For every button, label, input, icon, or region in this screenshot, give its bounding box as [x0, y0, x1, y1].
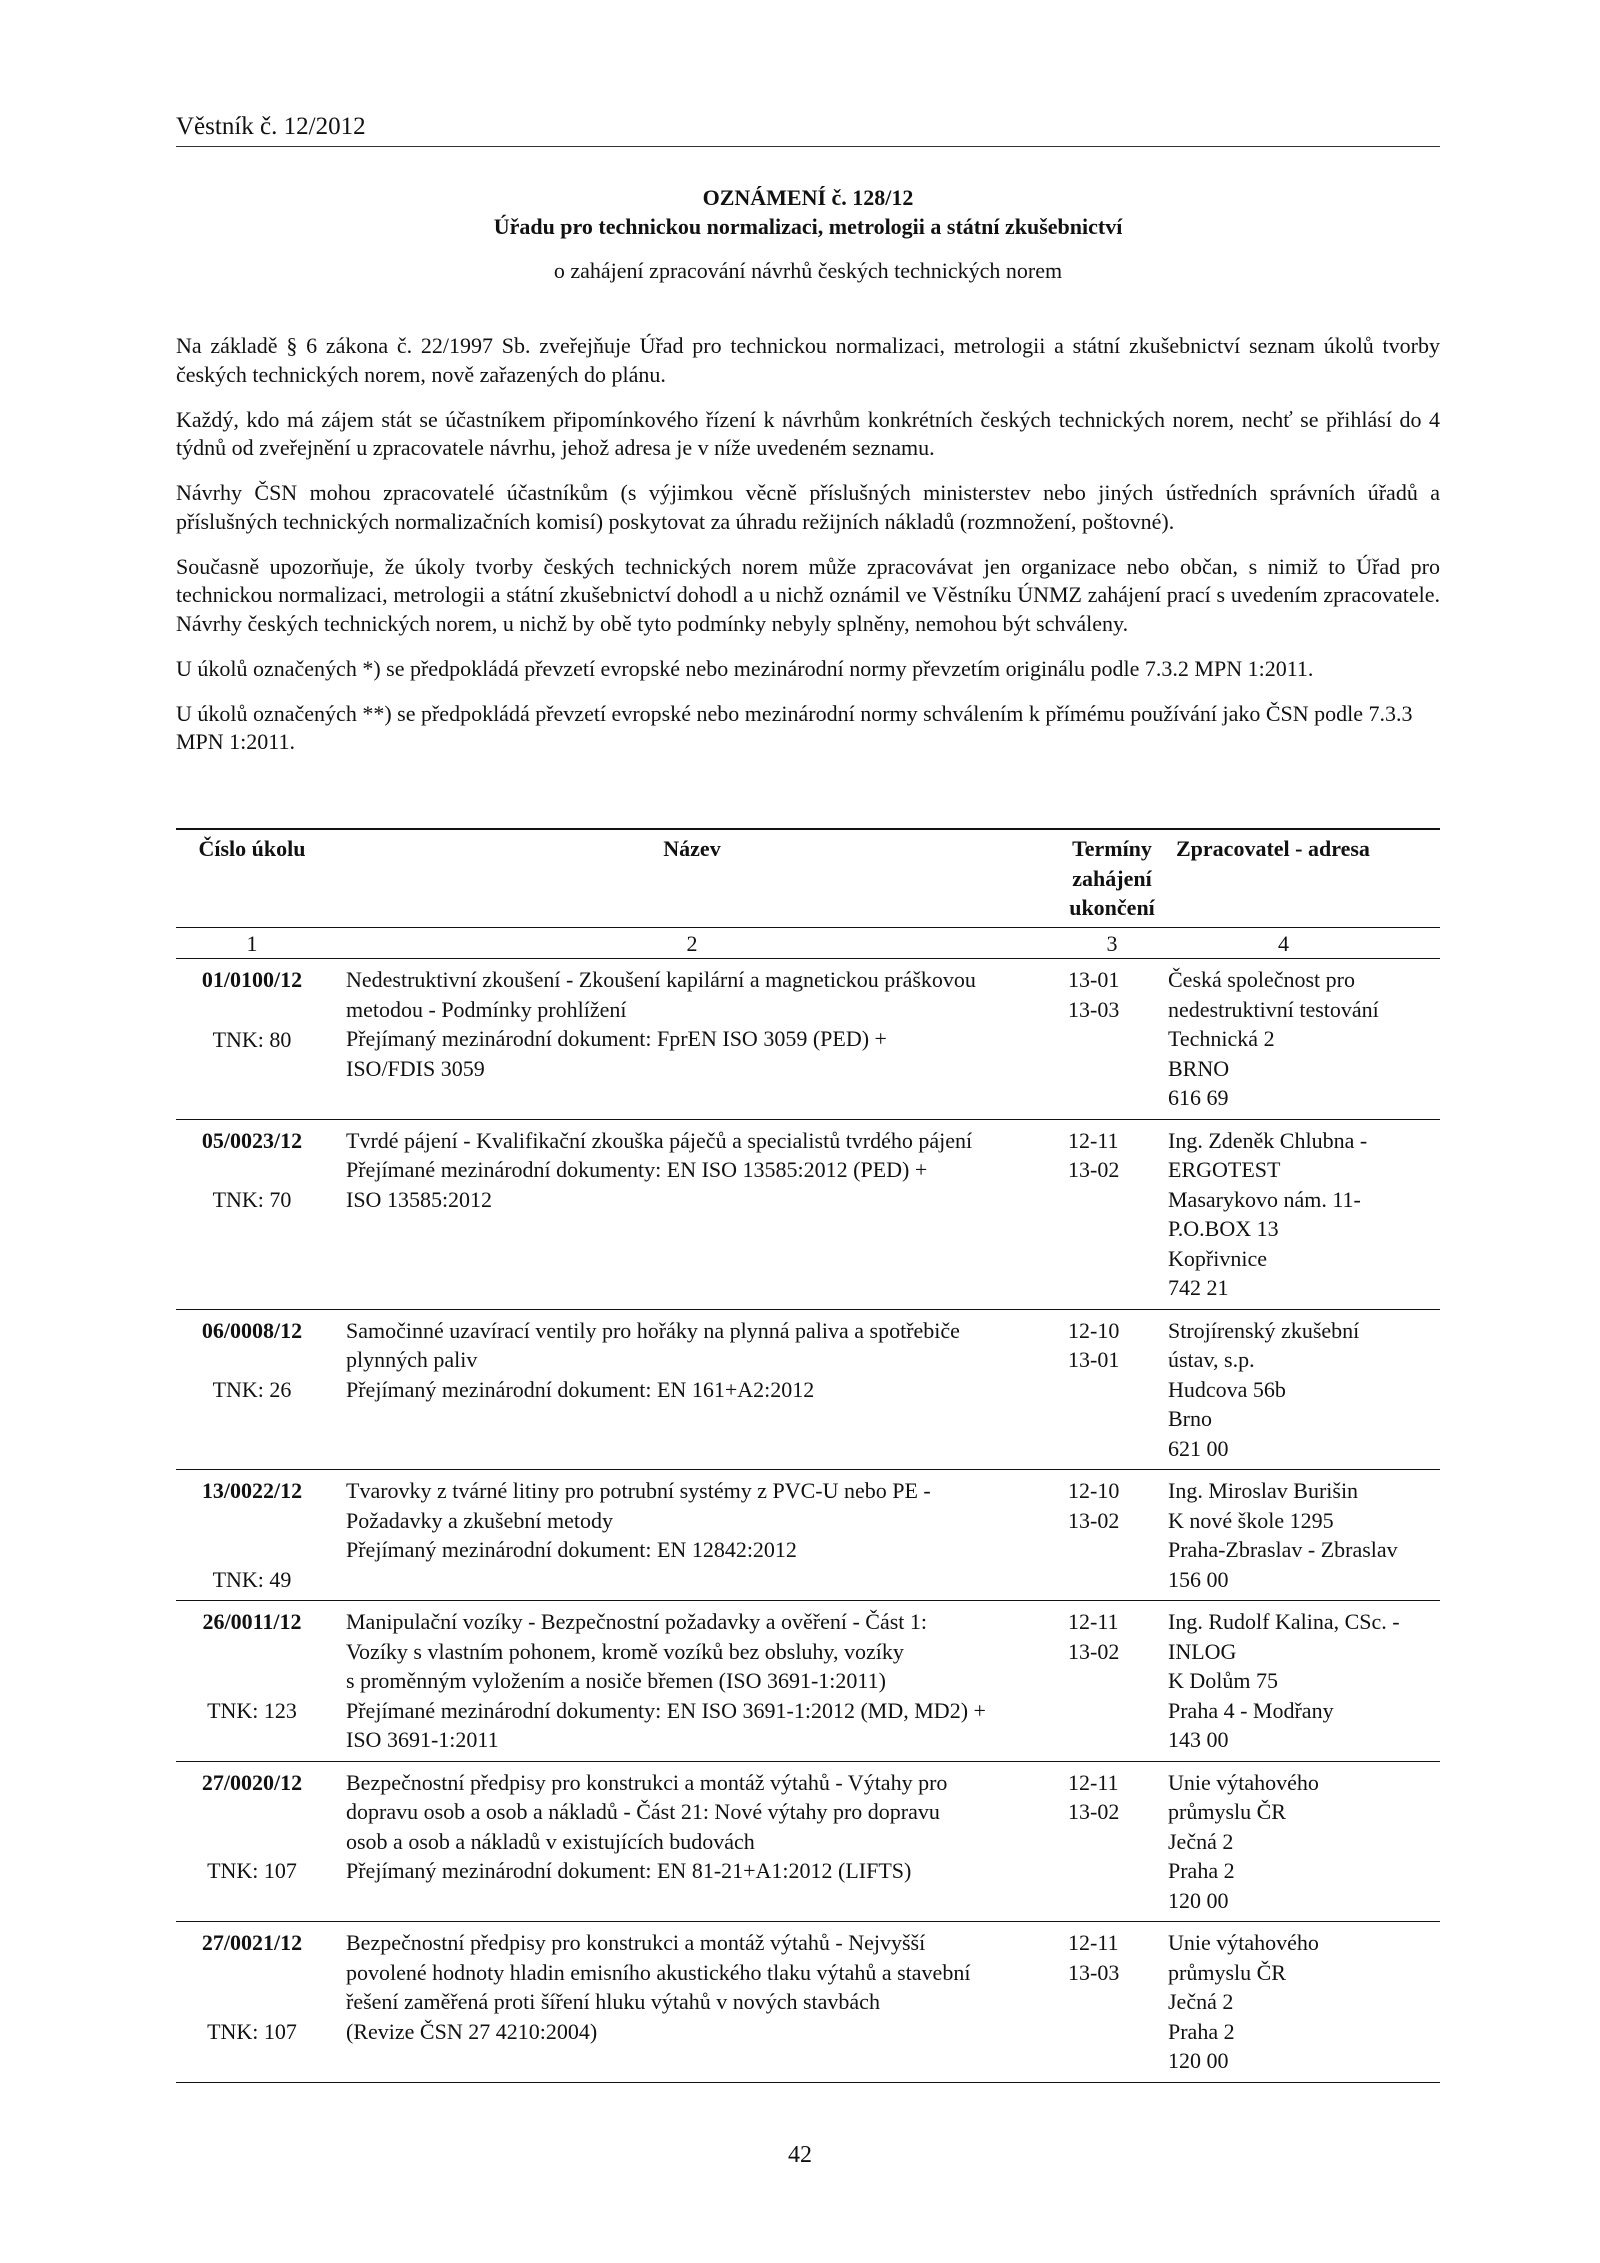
task-terms-cell: [1056, 1761, 1168, 1922]
journal-header: [176, 112, 1440, 147]
paragraph-note-single-star: U úkolů označených *) se předpokládá převzetí evropské nebo mezinárodní normy převzetím originálu podle 7.3.2 MPN 1:2011.: [176, 655, 1314, 681]
task-name-cell: [328, 1119, 1056, 1309]
page-number: 42: [788, 2142, 812, 2168]
task-name-cell: [328, 1470, 1056, 1601]
table-row: [176, 1922, 1440, 2083]
paragraph-drafts-fee: Návrhy ČSN mohou zpracovatelé účastníkům (s výjimkou věcně příslušných ministerstev nebo jiných ústředních správních úřadů a příslušných technických normalizačních komisí) poskytovat za úhradu režijních nákladů (rozmnožení, poštovné).: [176, 480, 1440, 534]
task-name: Tvarovky z tvárné litiny pro potrubní systémy z PVC-U nebo PE - Požadavky a zkušební metody Přejímaný mezinárodní dokument: EN 12842:2012: [346, 1478, 931, 1562]
task-processor-cell: [1168, 1601, 1440, 1762]
task-id-cell: [176, 1309, 328, 1470]
task-id-cell: [176, 1601, 328, 1762]
tnk-label: TNK: 107: [207, 2018, 297, 2044]
task-processor: Unie výtahového průmyslu ČR Ječná 2 Praha 2 120 00: [1168, 1930, 1319, 2073]
tasks-table: [176, 828, 1440, 2083]
task-id-cell: [176, 1119, 328, 1309]
table-row: [176, 1761, 1440, 1922]
task-id-cell: [176, 1922, 328, 2083]
task-code: 05/0023/12: [201, 1127, 303, 1153]
task-processor: Česká společnost pro nedestruktivní testování Technická 2 BRNO 616 69: [1168, 967, 1379, 1110]
task-terms-cell: [1056, 1601, 1168, 1762]
task-terms: 12-10 13-01: [1068, 1317, 1120, 1372]
task-terms: 12-11 13-03: [1068, 1930, 1120, 1985]
tnk-label: TNK: 70: [212, 1187, 292, 1212]
paragraph-processing-conditions: Současně upozorňuje, že úkoly tvorby českých technických norem může zpracovávat jen organizace nebo občan, s nimiž to Úřad pro technickou normalizaci, metrologii a státní zkušebnictví dohodl a u nichž oznámil ve Věstníku ÚNMZ zahájení prací s uvedením zpracovatele. Návrhy českých technických norem, u nichž by obě tyto podmínky nebyly splněny, nemohou být schváleny.: [176, 553, 1440, 636]
task-name-cell: [328, 959, 1056, 1120]
task-code: 27/0020/12: [201, 1769, 303, 1795]
paragraph-note-double-star: U úkolů označených **) se předpokládá převzetí evropské nebo mezinárodní normy schválením k přímému používání jako ČSN podle 7.3.3 MPN 1:2011.: [176, 700, 1413, 754]
column-number: 4: [1168, 927, 1440, 959]
task-code: 13/0022/12: [201, 1478, 303, 1503]
announcement-number: OZNÁMENÍ č. 128/12: [702, 185, 914, 210]
task-id-cell: [176, 959, 328, 1120]
announcement-title-block: [176, 183, 1440, 285]
task-terms-cell: [1056, 959, 1168, 1120]
column-number: 1: [176, 927, 328, 959]
task-name: Samočinné uzavírací ventily pro hořáky na plynná paliva a spotřebiče plynných paliv Přejímaný mezinárodní dokument: EN 161+A2:2012: [346, 1317, 960, 1402]
task-code: 01/0100/12: [201, 967, 303, 992]
intro-paragraphs: [176, 332, 1440, 773]
task-name: Manipulační vozíky - Bezpečnostní požadavky a ověření - Část 1: Vozíky s vlastním pohonem, kromě vozíků bez obsluhy, vozíky s proměnným vyložením a nosiče břemen (ISO 3691-1:2011) Přejímané mezinárodní dokumenty: EN ISO 3691-1:2012 (MD, MD2) + ISO 3691-1:2011: [346, 1609, 986, 1752]
announcement-subject: o zahájení zpracování návrhů českých technických norem: [553, 258, 1063, 283]
paragraph-legal-basis: Na základě § 6 zákona č. 22/1997 Sb. zveřejňuje Úřad pro technickou normalizaci, metrologii a státní zkušebnictví seznam úkolů tvorby českých technických norem, nově zařazených do plánu.: [176, 333, 1440, 387]
task-terms: 12-11 13-02: [1068, 1127, 1120, 1182]
tnk-label: TNK: 107: [207, 1858, 297, 1883]
task-name: Bezpečnostní předpisy pro konstrukci a montáž výtahů - Výtahy pro dopravu osob a osob a nákladů - Část 21: Nové výtahy pro dopravu osob a osob a nákladů v existujících budovách Přejímaný mezinárodní dokument: EN 81-21+A1:2012 (LIFTS): [346, 1769, 948, 1883]
paragraph-participation: Každý, kdo má zájem stát se účastníkem připomínkového řízení k návrhům konkrétních českých technických norem, nechť se přihlásí do 4 týdnů od zveřejnění u zpracovatele návrhu, jehož adresa je v níže uvedeném seznamu.: [176, 406, 1440, 460]
task-terms: 12-11 13-02: [1068, 1609, 1120, 1664]
task-processor: Strojírenský zkušební ústav, s.p. Hudcova 56b Brno 621 00: [1168, 1317, 1360, 1461]
column-number: 2: [328, 927, 1056, 959]
task-terms-cell: [1056, 1309, 1168, 1470]
task-processor-cell: [1168, 1922, 1440, 2083]
header-terms-text: Termíny zahájení ukončení: [1069, 836, 1155, 920]
tnk-label: TNK: 49: [212, 1566, 292, 1592]
column-number-row: [176, 927, 1440, 959]
journal-issue: Věstník č. 12/2012: [176, 113, 366, 140]
task-processor: Ing. Miroslav Burišin K nové škole 1295 Praha-Zbraslav - Zbraslav 156 00: [1168, 1478, 1398, 1592]
task-code: 26/0011/12: [202, 1609, 302, 1634]
table-header-row: [176, 829, 1440, 927]
task-processor-cell: [1168, 1119, 1440, 1309]
issuing-office: Úřadu pro technickou normalizaci, metrologii a státní zkušebnictví: [493, 214, 1123, 239]
task-name: Tvrdé pájení - Kvalifikační zkouška páječů a specialistů tvrdého pájení Přejímané mezinárodní dokumenty: EN ISO 13585:2012 (PED) + ISO 13585:2012: [346, 1127, 973, 1212]
table-row: [176, 1309, 1440, 1470]
tnk-label: TNK: 80: [212, 1026, 292, 1052]
task-terms-cell: [1056, 1470, 1168, 1601]
table-row: [176, 1470, 1440, 1601]
task-processor: Unie výtahového průmyslu ČR Ječná 2 Praha 2 120 00: [1168, 1769, 1319, 1913]
task-processor: Ing. Zdeněk Chlubna - ERGOTEST Masarykovo nám. 11- P.O.BOX 13 Kopřivnice 742 21: [1168, 1127, 1368, 1300]
table-row: [176, 1119, 1440, 1309]
task-terms-cell: [1056, 1119, 1168, 1309]
header-task-number: Číslo úkolu: [176, 829, 328, 927]
task-terms-cell: [1056, 1922, 1168, 2083]
task-processor-cell: [1168, 1309, 1440, 1470]
tnk-label: TNK: 123: [207, 1697, 297, 1723]
task-terms: 13-01 13-03: [1068, 967, 1120, 1022]
task-processor-cell: [1168, 959, 1440, 1120]
task-code: 27/0021/12: [201, 1930, 303, 1955]
column-number: 3: [1056, 927, 1168, 959]
header-processor: Zpracovatel - adresa: [1168, 829, 1440, 927]
task-processor: Ing. Rudolf Kalina, CSc. - INLOG K Dolům 75 Praha 4 - Modřany 143 00: [1168, 1609, 1400, 1752]
task-id-cell: [176, 1761, 328, 1922]
task-name-cell: [328, 1922, 1056, 2083]
task-code: 06/0008/12: [201, 1317, 303, 1343]
task-terms: 12-11 13-02: [1068, 1769, 1120, 1824]
task-name-cell: [328, 1601, 1056, 1762]
task-processor-cell: [1168, 1761, 1440, 1922]
task-name: Bezpečnostní předpisy pro konstrukci a montáž výtahů - Nejvyšší povolené hodnoty hladin emisního akustického tlaku výtahů a stavební řešení zaměřená proti šíření hluku výtahů v nových stavbách (Revize ČSN 27 4210:2004): [346, 1930, 971, 2044]
task-name-cell: [328, 1761, 1056, 1922]
table-row: [176, 1601, 1440, 1762]
header-name: Název: [328, 829, 1056, 927]
tnk-label: TNK: 26: [212, 1377, 292, 1402]
table-row: [176, 959, 1440, 1120]
task-terms: 12-10 13-02: [1068, 1478, 1120, 1533]
task-name: Nedestruktivní zkoušení - Zkoušení kapilární a magnetickou práškovou metodou - Podmínky prohlížení Přejímaný mezinárodní dokument: FprEN ISO 3059 (PED) + ISO/FDIS 3059: [346, 967, 976, 1081]
task-name-cell: [328, 1309, 1056, 1470]
task-id-cell: [176, 1470, 328, 1601]
task-processor-cell: [1168, 1470, 1440, 1601]
header-terms: [1056, 829, 1168, 927]
